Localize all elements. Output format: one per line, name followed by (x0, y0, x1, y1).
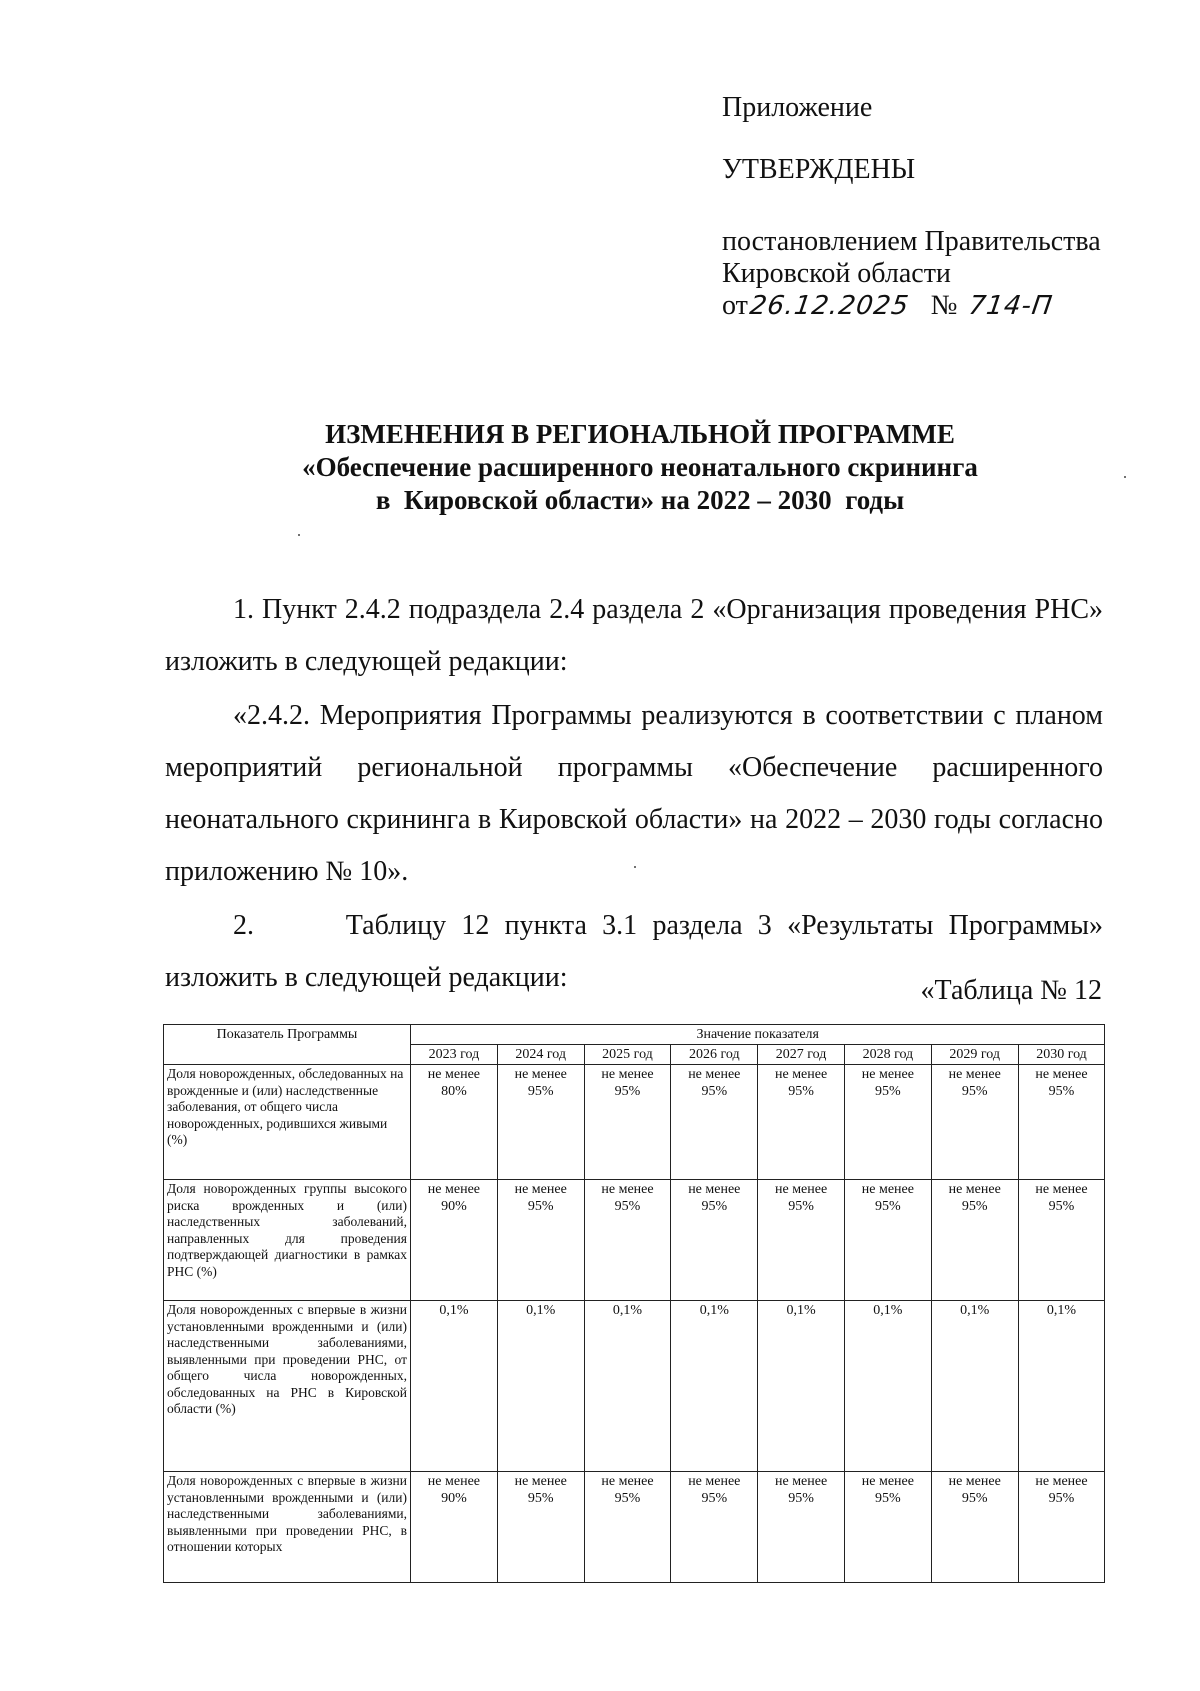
value-cell: 0,1% (671, 1301, 758, 1472)
year-header: 2023 год (411, 1045, 498, 1065)
title-line-3: в Кировской области» на 2022 – 2030 годы (375, 485, 905, 515)
value-cell: не менее 95% (671, 1065, 758, 1180)
decree-date-number (722, 290, 1101, 322)
value-cell: не менее 95% (844, 1472, 931, 1583)
value-cell: 0,1% (497, 1301, 584, 1472)
title-line-2: «Обеспечение расширенного неонатального скрининга (302, 452, 978, 482)
value-cell: не менее 90% (411, 1472, 498, 1583)
date-prefix: от (722, 290, 748, 321)
value-cell: не менее 80% (411, 1065, 498, 1180)
appendix-label: Приложение (722, 92, 873, 123)
table-row (164, 1180, 1105, 1301)
value-cell: не менее 95% (584, 1180, 671, 1301)
decree-line-2: Кировской области (722, 258, 951, 289)
value-cell: не менее 95% (1018, 1180, 1105, 1301)
value-cell: не менее 95% (758, 1065, 845, 1180)
results-table (163, 1024, 1105, 1583)
value-cell: 0,1% (411, 1301, 498, 1472)
value-cell: не менее 95% (497, 1065, 584, 1180)
header-indicator: Показатель Программы (164, 1025, 411, 1065)
document-title (160, 418, 1120, 517)
indicator-cell: Доля новорожденных группы высокого риска врожденных и (или) наследственных заболеваний, направленных для проведения подтверждающей диагностики в рамках РНС (%) (164, 1180, 411, 1301)
indicator-cell: Доля новорожденных с впервые в жизни установленными врожденными и (или) наследственными заболеваниями, выявленными при проведении РНС, от общего числа новорожденных, обследованных на РНС в Кировской области (%) (164, 1301, 411, 1472)
value-cell: не менее 95% (931, 1180, 1018, 1301)
year-header: 2028 год (844, 1045, 931, 1065)
title-line-1: ИЗМЕНЕНИЯ В РЕГИОНАЛЬНОЙ ПРОГРАММЕ (325, 419, 955, 449)
value-cell: не менее 95% (497, 1180, 584, 1301)
value-cell: не менее 90% (411, 1180, 498, 1301)
value-cell: не менее 95% (671, 1180, 758, 1301)
header-values: Значение показателя (411, 1025, 1105, 1045)
value-cell: не менее 95% (931, 1472, 1018, 1583)
value-cell: 0,1% (931, 1301, 1018, 1472)
value-cell: не менее 95% (758, 1180, 845, 1301)
table-header-row (164, 1025, 1105, 1045)
decree-line-1: постановлением Правительства (722, 226, 1101, 257)
indicator-cell: Доля новорожденных, обследованных на врожденные и (или) наследственные заболевания, от общего числа новорожденных, родившихся живыми (%) (164, 1065, 411, 1180)
year-header: 2025 год (584, 1045, 671, 1065)
handwritten-number: 714-П (967, 291, 1056, 321)
value-cell: не менее 95% (844, 1180, 931, 1301)
value-cell: не менее 95% (1018, 1065, 1105, 1180)
paragraph-3: 2. Таблицу 12 пункта 3.1 раздела 3 «Результаты Программы» изложить в следующей редакции: (165, 910, 1110, 993)
table-row (164, 1065, 1105, 1180)
value-cell: не менее 95% (1018, 1472, 1105, 1583)
scan-speck (298, 534, 300, 536)
handwritten-date: 26.12.2025 (747, 291, 911, 321)
approved-label: УТВЕРЖДЕНЫ (722, 154, 916, 185)
approval-block (722, 92, 1101, 322)
year-header: 2029 год (931, 1045, 1018, 1065)
value-cell: 0,1% (844, 1301, 931, 1472)
paragraph-2: «2.4.2. Мероприятия Программы реализуются в соответствии с планом мероприятий региональной программы «Обеспечение расширенного неонатального скрининга в Кировской области» на 2022 – 2030 годы согласно приложению № 10». (165, 700, 1103, 887)
year-header: 2030 год (1018, 1045, 1105, 1065)
value-cell: не менее 95% (931, 1065, 1018, 1180)
year-header: 2027 год (758, 1045, 845, 1065)
year-header: 2024 год (497, 1045, 584, 1065)
value-cell: не менее 95% (584, 1065, 671, 1180)
value-cell: 0,1% (758, 1301, 845, 1472)
value-cell: 0,1% (584, 1301, 671, 1472)
number-sign: № (930, 290, 958, 321)
year-header: 2026 год (671, 1045, 758, 1065)
table-caption: «Таблица № 12 (920, 975, 1102, 1006)
value-cell: не менее 95% (758, 1472, 845, 1583)
scan-speck (634, 866, 636, 868)
value-cell: 0,1% (1018, 1301, 1105, 1472)
table-row (164, 1301, 1105, 1472)
table-row (164, 1472, 1105, 1583)
value-cell: не менее 95% (671, 1472, 758, 1583)
scan-speck (1124, 476, 1126, 478)
indicator-cell: Доля новорожденных с впервые в жизни установленными врожденными и (или) наследственными заболеваниями, выявленными при проведении РНС, в отношении которых (164, 1472, 411, 1583)
paragraph-1: 1. Пункт 2.4.2 подраздела 2.4 раздела 2 «Организация проведения РНС» изложить в следующей редакции: (165, 594, 1103, 677)
value-cell: не менее 95% (497, 1472, 584, 1583)
document-body (165, 584, 1110, 1004)
value-cell: не менее 95% (584, 1472, 671, 1583)
value-cell: не менее 95% (844, 1065, 931, 1180)
